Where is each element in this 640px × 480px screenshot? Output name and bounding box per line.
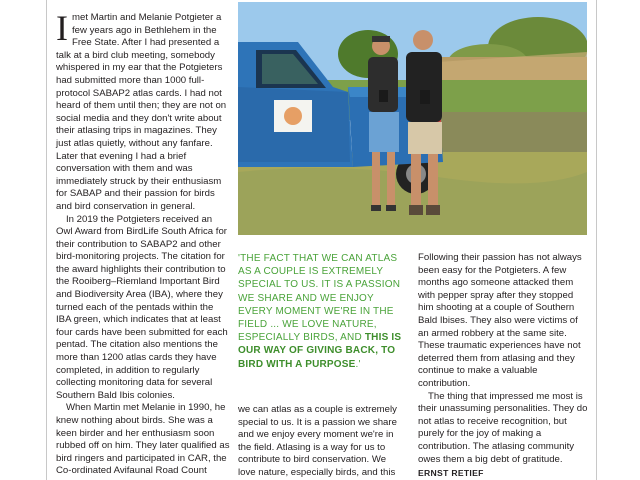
page-border-right bbox=[596, 0, 597, 480]
paragraph-1-text: met Martin and Melanie Potgieter a few years ago in Bethlehem in the Free State. After I had presented a talk at a bird club meeting, somebody whispered in my ear that the Potgieters had submitted more than 1000 full-protocol SABAP2 atlas cards. I had not heard of them until then; they are not on social media and they don't write about their atlasing trips in magazines. They just atlas quietly, without any fanfare. Later that evening I had a brief conversation with them and was immediately struck by their enthusiasm for SABAP and their passion for birds and bird conservation in general. bbox=[56, 12, 227, 212]
paragraph-2: In 2019 the Potgieters received an Owl Award from BirdLife South Africa for their contribution to SABAP2 and other bird-monitoring projects. The citation for the award highlights their contribution to the Rooiberg–Riemland Important Bird and Biodiversity Area (IBA), where they turned each of the pentads within the IBA green, which indicates that at least four cards have been submitted for each pentad. The citation also mentions the more than 1200 atlas cards they have completed, in addition to regularly collecting monitoring data for several Southern Bald Ibis colonies. bbox=[56, 213, 228, 401]
pull-quote bbox=[238, 252, 408, 371]
paragraph-1 bbox=[56, 8, 230, 214]
article-column-3 bbox=[418, 252, 588, 480]
paragraph-4: we can atlas as a couple is extremely special to us. It is a passion we share and we enjoy every moment we're in the field. Atlasing is a way for us to contribute to bird conservation. We love nature, especially birds, and this bbox=[238, 404, 397, 478]
pull-quote-text: 'THE FACT THAT WE CAN ATLAS AS A COUPLE IS EXTREMELY SPECIAL TO US. IT IS A PASSION WE SHARE AND WE ENJOY EVERY MOMENT WE'RE IN THE FIELD ... WE LOVE NATURE, ESPECIALLY BIRDS, AND bbox=[238, 253, 401, 344]
article-column-1 bbox=[56, 8, 230, 478]
couple-with-bakkie-photo bbox=[238, 2, 587, 235]
drop-cap: I bbox=[56, 8, 68, 48]
paragraph-5: Following their passion has not always been easy for the Potgieters. A few months ago someone attacked them with pepper spray after they stopped him shooting at a couple of Southern Bald Ibises. They also were victims of an armed robbery at the same site. These traumatic experiences have not deterred them from atlasing and they continue to make a valuable contribution. bbox=[418, 252, 582, 389]
article-photo bbox=[238, 2, 587, 235]
pull-quote-emphasis: THIS IS OUR WAY OF GIVING BACK, TO BIRD WITH A PURPOSE bbox=[238, 332, 402, 370]
paragraph-3: When Martin met Melanie in 1990, he knew nothing about birds. She was a keen birder and her enthusiasm soon rubbed off on him. They later qualified as bird ringers and participated in CAR, the Co-ordinated Avifaunal Road Count bbox=[56, 402, 230, 477]
pull-quote-end: .' bbox=[355, 358, 361, 370]
page-border-left bbox=[46, 0, 47, 480]
paragraph-6: The thing that impressed me most is their unassuming personalities. They do not atlas to receive recognition, but purely for the joy of making a contribution. The atlasing community owes them a big debt of gratitude. bbox=[418, 390, 588, 465]
author-byline: ERNST RETIEF bbox=[418, 468, 484, 479]
article-column-2 bbox=[238, 404, 406, 480]
